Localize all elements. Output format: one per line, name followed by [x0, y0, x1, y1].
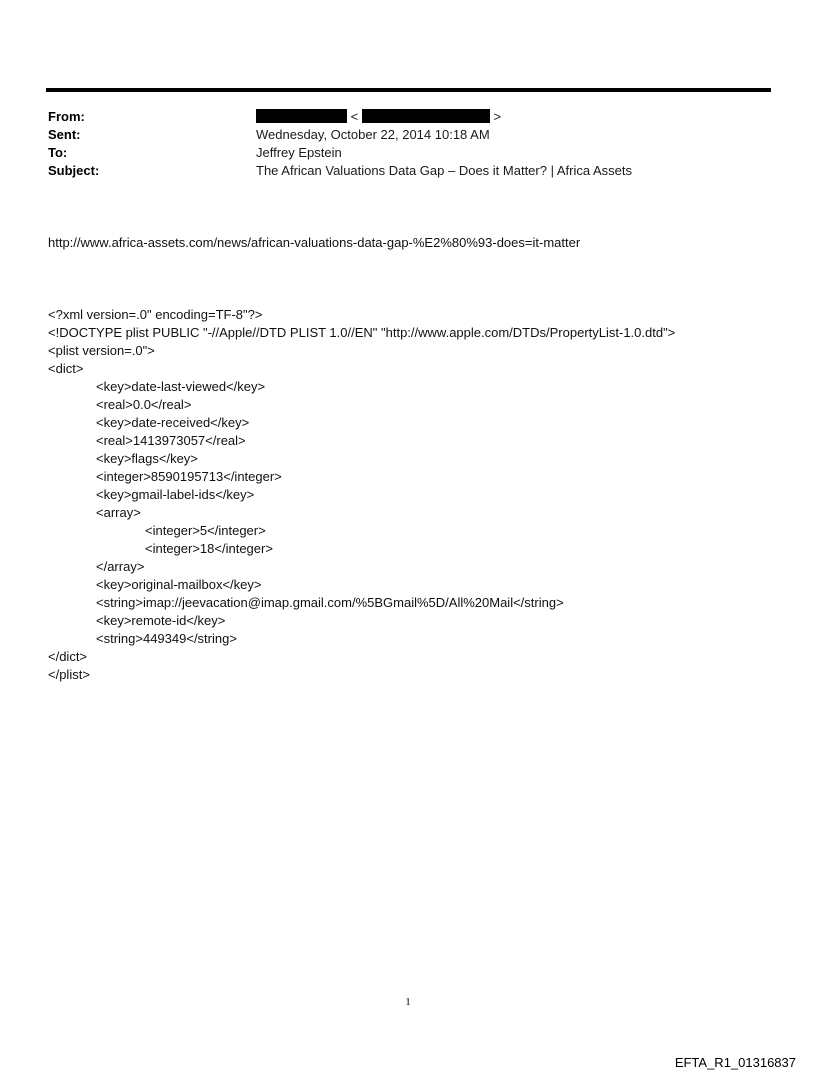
from-bracket-close: > — [493, 109, 502, 124]
plist-line: <string>imap://jeevacation@imap.gmail.com/%5BGmail%5D/All%20Mail</string> — [96, 595, 564, 610]
subject-label: Subject: — [48, 163, 100, 178]
to-label: To: — [48, 145, 68, 160]
plist-line: <integer>18</integer> — [145, 541, 273, 556]
subject-value: The African Valuations Data Gap – Does it Matter? | Africa Assets — [256, 163, 632, 178]
plist-line: <key>date-received</key> — [96, 415, 250, 430]
plist-line: <!DOCTYPE plist PUBLIC "-//Apple//DTD PLIST 1.0//EN" "http://www.apple.com/DTDs/PropertyList-1.0.dtd"> — [48, 325, 676, 340]
plist-line: <key>date-last-viewed</key> — [96, 379, 266, 394]
plist-line: <array> — [96, 505, 141, 520]
redacted-sender-email — [362, 109, 490, 123]
plist-line: <key>flags</key> — [96, 451, 198, 466]
sent-label: Sent: — [48, 127, 81, 142]
page-number: 1 — [405, 996, 411, 1008]
plist-line: </plist> — [48, 667, 90, 682]
plist-line: <integer>8590195713</integer> — [96, 469, 282, 484]
to-value: Jeffrey Epstein — [256, 145, 342, 160]
from-label: From: — [48, 109, 85, 124]
plist-line: <real>1413973057</real> — [96, 433, 246, 448]
plist-line: <integer>5</integer> — [145, 523, 266, 538]
plist-line: </array> — [96, 559, 145, 574]
plist-line: <dict> — [48, 361, 84, 376]
from-value — [256, 108, 501, 126]
document-id: EFTA_R1_01316837 — [674, 1055, 796, 1070]
article-link[interactable]: http://www.africa-assets.com/news/african-valuations-data-gap-%E2%80%93-does=it-matter — [48, 235, 581, 250]
plist-line: </dict> — [48, 649, 88, 664]
plist-line: <real>0.0</real> — [96, 397, 192, 412]
plist-line: <plist version=.0"> — [48, 343, 155, 358]
plist-line: <?xml version=.0" encoding=TF-8"?> — [48, 307, 263, 322]
plist-line: <key>remote-id</key> — [96, 613, 226, 628]
header-divider — [46, 88, 771, 92]
redacted-sender-name — [256, 109, 347, 123]
plist-line: <string>449349</string> — [96, 631, 237, 646]
from-bracket-open: < — [350, 109, 359, 124]
plist-line: <key>gmail-label-ids</key> — [96, 487, 255, 502]
sent-value: Wednesday, October 22, 2014 10:18 AM — [256, 127, 490, 142]
plist-line: <key>original-mailbox</key> — [96, 577, 262, 592]
